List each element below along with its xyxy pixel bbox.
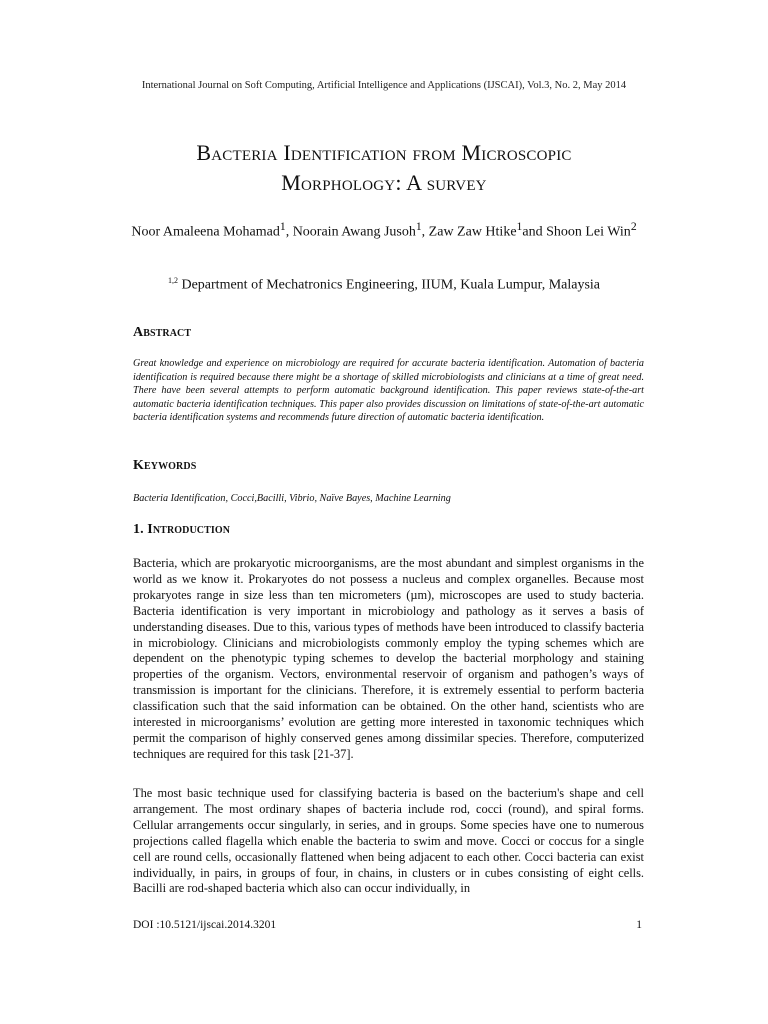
author-list <box>130 218 638 242</box>
author-name: and Shoon Lei Win <box>522 224 631 240</box>
paper-title <box>120 138 648 198</box>
affiliation-mark: 1,2 <box>167 276 178 285</box>
author-affiliation-mark: 1 <box>279 220 286 233</box>
keywords-heading: Keywords <box>133 458 197 473</box>
abstract-text: Great knowledge and experience on microbiology are required for accurate bacteria identification. Automation of bacteria identification is required because there might be a shortage of skilled microbiologists and clinicians at a time of great need. There have been several attempts to perform automatic background identification. This paper reviews state-of-the-art automatic bacteria identification techniques. This paper also provides discussion on limitations of state-of-the-art automatic bacteria identification systems and recommends future direction of automatic bacteria identification. <box>133 358 644 424</box>
author-affiliation-mark: 1 <box>415 220 422 233</box>
abstract-heading: Abstract <box>133 325 192 340</box>
introduction-heading: 1. Introduction <box>133 522 231 537</box>
affiliation-text: Department of Mechatronics Engineering, IIUM, Kuala Lumpur, Malaysia <box>177 277 601 293</box>
doi-link[interactable]: DOI :10.5121/ijscai.2014.3201 <box>133 919 277 931</box>
page-number: 1 <box>636 919 642 931</box>
intro-paragraph-2: The most basic technique used for classifying bacteria is based on the bacterium's shape and cell arrangement. The most ordinary shapes of bacteria include rod, cocci (round), and spiral forms. Cellular arrangements occur singularly, in series, and in groups. Some species have one to numerous projections called flagella which enable the bacteria to swim and move. Cocci or coccus for a single cell are round cells, occasionally flattened when being adjacent to each other. Cocci bacteria can exist individually, in pairs, in groups of four, in chains, in clusters or in cubes consisting of eight cells. Bacilli are rod-shaped bacteria which also can occur individually, in <box>133 786 644 896</box>
running-head: International Journal on Soft Computing, Artificial Intelligence and Applications (IJSCAI), Vol.3, No. 2, May 2014 <box>141 80 627 91</box>
title-line-2: Morphology: A survey <box>281 170 487 195</box>
affiliation <box>0 272 768 295</box>
author-name: , Zaw Zaw Htike <box>421 224 517 240</box>
author-name: Noor Amaleena Mohamad <box>131 224 280 240</box>
keywords-text: Bacteria Identification, Cocci,Bacilli, Vibrio, Naïve Bayes, Machine Learning <box>133 493 451 504</box>
title-line-1: Bacteria Identification from Microscopic <box>196 140 572 165</box>
author-affiliation-mark: 1 <box>516 220 523 233</box>
intro-paragraph-1: Bacteria, which are prokaryotic microorganisms, are the most abundant and simplest organisms in the world as we know it. Prokaryotes do not possess a nucleus and complex organelles. Because most prokaryotes range in size less than ten micrometers (µm), microscopes are used to study bacteria. Bacteria identification is very important in microbiology and pathology as it serves a basis of understanding diseases. Due to this, various types of methods have been introduced to classify bacteria in microbiology. Clinicians and microbiologists commonly employ the typing schemes which are dependent on the phenotypic typing schemes to develop the bacterial morphology and staining properties of the organism. Vectors, environmental reservoir of organism and pathogen’s ways of transmission is important for the clinicians. Therefore, it is extremely essential to perform bacteria classification such that the said information can be obtained. On the other hand, scientists who are interested in microorganisms’ evolution are getting more interested in taxonomic techniques which permit the comparison of highly conserved genes among dissimilar species. Therefore, computerized techniques are required for this task [21-37]. <box>133 556 644 761</box>
author-affiliation-mark: 2 <box>630 220 637 233</box>
author-name: , Noorain Awang Jusoh <box>285 224 416 240</box>
